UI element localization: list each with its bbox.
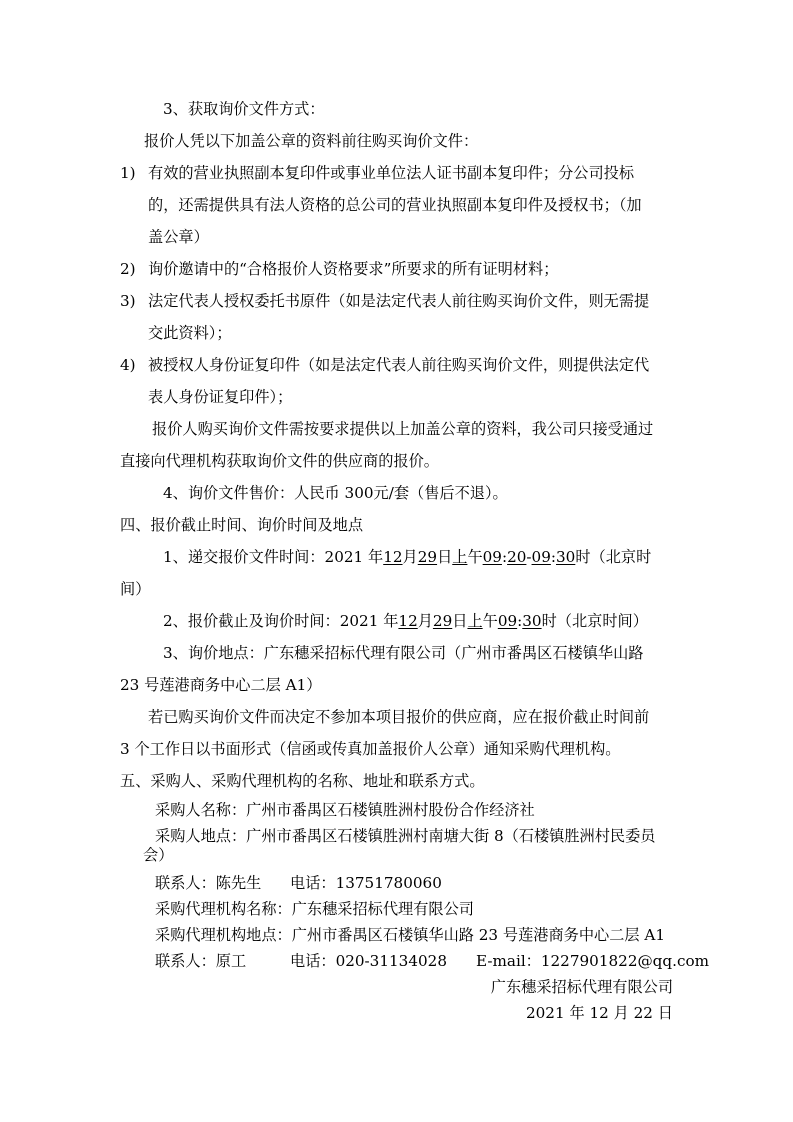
list-item-text: 表人身份证复印件）； xyxy=(148,388,293,406)
list-item-number: 3) xyxy=(120,292,136,310)
list-item-text: 法定代表人授权委托书原件（如是法定代表人前往购买询价文件，则无需提 xyxy=(148,292,650,310)
agent-contact: 联系人：原工 xyxy=(155,952,247,970)
section-3-note: 报价人购买询价文件需按要求提供以上加盖公章的资料，我公司只接受通过 xyxy=(152,420,654,438)
agent-phone: 电话：020-31134028 xyxy=(290,952,447,970)
list-item-text: 的，还需提供具有法人资格的总公司的营业执照副本复印件及授权书；（加 xyxy=(148,196,642,214)
agent-email: E-mail：1227901822@qq.com xyxy=(476,952,709,970)
buyer-name: 采购人名称：广州市番禺区石楼镇胜洲村股份合作经济社 xyxy=(155,801,535,819)
list-item-text: 询价邀请中的“合格报价人资格要求”所要求的所有证明材料； xyxy=(148,260,559,278)
buyer-address: 采购人地点：广州市番禺区石楼镇胜洲村南塘大街 8（石楼镇胜洲村民委员 xyxy=(155,827,656,845)
buyer-phone: 电话：13751780060 xyxy=(290,874,442,892)
signature-company: 广东穗采招标代理有限公司 xyxy=(490,978,673,996)
section-3-intro: 报价人凭以下加盖公章的资料前往购买询价文件： xyxy=(144,132,479,150)
inquiry-location: 3、询价地点：广东穗采招标代理有限公司（广州市番禺区石楼镇华山路 xyxy=(163,644,644,662)
agent-address: 采购代理机构地点：广州市番禺区石楼镇华山路 23 号莲港商务中心二层 A1 xyxy=(155,926,666,944)
list-item-number: 1) xyxy=(120,164,136,182)
section-four-heading: 四、报价截止时间、询价时间及地点 xyxy=(120,516,363,534)
submission-time: 1、递交报价文件时间：2021 年12月29日上午09:20-09:30时（北京时 xyxy=(163,548,652,566)
withdraw-notice: 若已购买询价文件而决定不参加本项目报价的供应商，应在报价截止时间前 xyxy=(148,708,650,726)
withdraw-notice: 3 个工作日以书面形式（信函或传真加盖报价人公章）通知采购代理机构。 xyxy=(120,740,621,758)
list-item-text: 有效的营业执照副本复印件或事业单位法人证书副本复印件；分公司投标 xyxy=(148,164,634,182)
list-item-number: 4) xyxy=(120,356,136,374)
section-3-heading: 3、获取询价文件方式： xyxy=(163,100,325,118)
signature-date: 2021 年 12 月 22 日 xyxy=(525,1004,673,1022)
list-item-text: 盖公章） xyxy=(148,228,209,246)
buyer-contact: 联系人：陈先生 xyxy=(155,874,262,892)
list-item-text: 交此资料）； xyxy=(148,324,232,342)
agent-name: 采购代理机构名称：广东穗采招标代理有限公司 xyxy=(155,900,474,918)
list-item-text: 被授权人身份证复印件（如是法定代表人前往购买询价文件，则提供法定代 xyxy=(148,356,650,374)
section-3-price: 4、询价文件售价：人民币 300元/套（售后不退）。 xyxy=(163,484,508,502)
deadline-time: 2、报价截止及询价时间：2021 年12月29日上午09:30时（北京时间） xyxy=(163,612,648,630)
list-item-number: 2) xyxy=(120,260,136,278)
section-3-note: 直接向代理机构获取询价文件的供应商的报价。 xyxy=(120,452,439,470)
buyer-address: 会） xyxy=(143,846,174,864)
submission-time-cont: 间） xyxy=(120,580,151,598)
section-five-heading: 五、采购人、采购代理机构的名称、地址和联系方式。 xyxy=(120,772,485,790)
inquiry-location: 23 号莲港商务中心二层 A1） xyxy=(120,676,322,694)
